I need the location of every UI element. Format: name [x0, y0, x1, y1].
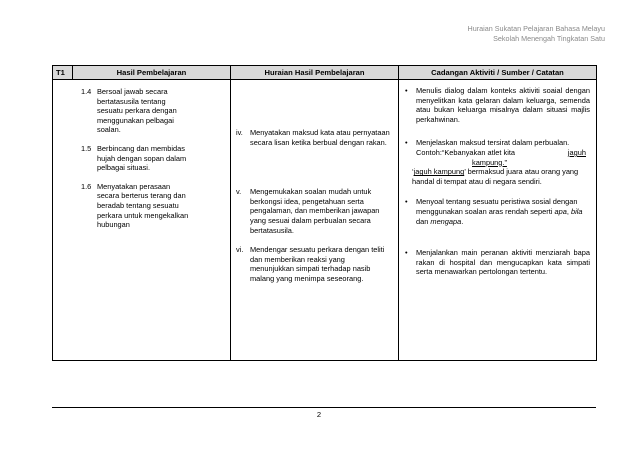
hasil-text: Bersoal jawab secara bertatasusila tentang sesuatu perkara dengan menggunakan pelbagai soalan. — [97, 87, 177, 135]
huraian-num: iv. — [236, 128, 243, 137]
hasil-num: 1.6 — [81, 181, 92, 191]
cadangan-item — [405, 86, 590, 124]
footer-divider — [52, 407, 596, 408]
header-line-1: Huraian Sukatan Pelajaran Bahasa Melayu — [467, 24, 605, 33]
comma: , — [566, 206, 569, 216]
curriculum-table — [52, 65, 597, 361]
huraian-num: v. — [236, 187, 242, 197]
cadangan-text: Menjelaskan maksud tersirat dalam perbualan. — [416, 138, 570, 148]
huraian-item — [236, 187, 390, 235]
table-row — [53, 80, 597, 361]
cadangan-item — [405, 197, 590, 226]
hasil-item — [81, 87, 190, 135]
huraian-text: Mendengar sesuatu perkara dengan teliti dan memberikan reaksi yang menunjukkan simpati terhadap nasib malang yang menimpa seseorang. — [250, 245, 385, 283]
bullet-icon: • — [405, 138, 408, 148]
italic-apa: apa — [554, 206, 567, 216]
cadangan-text: Menjalankan main peranan aktiviti menziarah bapa rakan di hospital dan mengucapkan kata simpati serta menawarkan pertolongan tertentu. — [416, 248, 590, 277]
header-line-2: Sekolah Menengah Tingkatan Satu — [493, 34, 605, 43]
cadangan-item — [405, 248, 590, 277]
huraian-text: Menyatakan maksud kata atau pernyataan secara lisan ketika berbual dengan rakan. — [250, 128, 390, 147]
huraian-item — [236, 128, 390, 147]
header-t1: T1 — [53, 66, 73, 80]
huraian-item — [236, 245, 390, 283]
explanation-underlined: jaguh kampung — [413, 167, 465, 177]
cell-hasil — [53, 80, 231, 361]
document-header — [468, 24, 605, 44]
contoh-underlined-1: jaguh — [567, 147, 586, 157]
hasil-item — [81, 182, 190, 230]
italic-bila: bila — [570, 206, 583, 216]
cadangan-contoh — [416, 148, 590, 158]
cadangan-text: Menyoal tentang sesuatu peristiwa sosial dengan menggunakan soalan aras rendah seperti — [416, 197, 578, 216]
hasil-num: 1.4 — [81, 87, 92, 96]
header-cadangan: Cadangan Aktiviti / Sumber / Catatan — [399, 66, 597, 80]
explanation-rest: ’ bermaksud juara atau orang yang handal di tempat atau di negara sendiri. — [412, 167, 579, 186]
bullet-icon: • — [405, 248, 408, 258]
italic-mengapa: mengapa — [430, 216, 462, 226]
cell-huraian — [231, 80, 399, 361]
header-huraian: Huraian Hasil Pembelajaran — [231, 66, 399, 80]
period: . — [461, 216, 464, 226]
huraian-text: Mengemukakan soalan mudah untuk berkongsi idea, pengetahuan serta pengalaman, dan memberikan jawapan yang sesuai dalam perbualan secara bertatasusila. — [250, 187, 380, 235]
bullet-icon: • — [405, 86, 408, 95]
word-dan: dan — [416, 216, 429, 226]
cadangan-text: Menulis dialog dalam konteks aktiviti soaial dengan menyelitkan kata gelaran dalam keluarga, semenda atau bukan keluarga misalnya dalam situasi majlis perkahwinan. — [416, 86, 590, 124]
contoh-underlined-2: kampung.” — [472, 157, 507, 167]
contoh-prefix: Contoh:“Kebanyakan atlet kita — [416, 147, 516, 157]
bullet-icon: • — [405, 197, 408, 207]
hasil-num: 1.5 — [81, 143, 92, 153]
page-number: 2 — [316, 410, 322, 419]
header-hasil: Hasil Pembelajaran — [73, 66, 231, 80]
hasil-text: Menyatakan perasaan secara berterus terang dan beradab tentang sesuatu perkara untuk mengekalkan hubungan — [97, 181, 189, 230]
hasil-text: Berbincang dan membidas hujah dengan sopan dalam pelbagai situasi. — [97, 143, 187, 173]
huraian-num: vi. — [236, 245, 244, 255]
cell-cadangan — [399, 80, 597, 361]
quote-mark: ‘ — [412, 167, 414, 177]
hasil-item — [81, 144, 190, 173]
cadangan-item — [405, 138, 590, 186]
table-header-row — [53, 66, 597, 80]
cadangan-explanation — [412, 167, 590, 186]
